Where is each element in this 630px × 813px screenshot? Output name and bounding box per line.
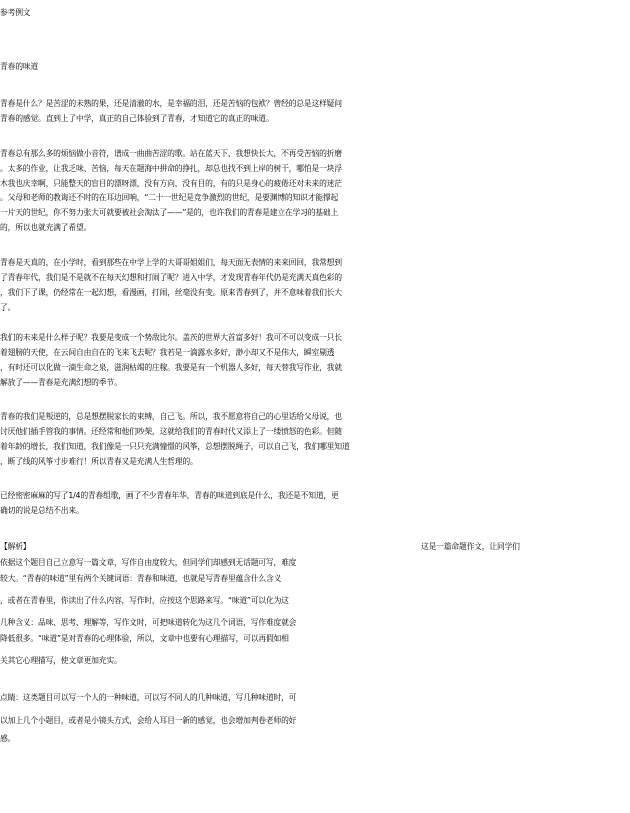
essay-line: 着年龄的增长，我们知道，我们像是一只只充满憧憬的风筝，总想摆脱绳子，可以自己飞，我们哪里知道 (0, 442, 350, 451)
comment-line: 点睛：这类题目可以写一个人的一种味道，可以写不同人的几种味道，写几种味道时，可 (0, 693, 297, 702)
essay-line: ，有时还可以化做一滴生命之泉，滋润枯竭的庄稼。我要是有一个机器人多好，每天替我写作业，我就 (0, 363, 342, 372)
analysis-line: 关其它心理描写，使文章更加充实。 (0, 656, 122, 665)
analysis-line: 依据这个题目自己立意写一篇文章，写作自由度较大，但同学们却感到无话题可写，难度 (0, 558, 297, 567)
essay-line: 已经密密麻麻的写了1/4的青春组歌，画了不少青春年华，青春的味道到底是什么，我还是不知道，更 (0, 491, 339, 500)
essay-line: 一片天的世纪，你不努力张大可就要被社会淘汰了——”是的，也许我们的青春是建立在学习的基础上 (0, 208, 339, 217)
analysis-line: 这是一篇命题作文，让同学们 (421, 542, 520, 551)
comment-line: 感。 (0, 734, 16, 743)
essay-line: 讨厌他们插手管我的事情。还经常和他们吵架，这就给我们的青春时代又添上了一缕愤怒的色彩。但随 (0, 427, 342, 436)
analysis-line: 较大。“青春的味道”里有两个关键词语：青春和味道，也就是写青春里蕴含什么含义 (0, 574, 282, 583)
essay-line: 的，所以也就充满了希望。 (0, 223, 92, 232)
analysis-line: 降低很多。“味道”是对青春的心理体验，所以，文章中也要有心理描写，可以再假如相 (0, 634, 289, 643)
essay-line: 青春总有那么多的烦恼做小音符，谱成一曲曲苦涩的歌。站在蓝天下，我想快长大，不再受苦恼的折磨 (0, 149, 342, 158)
essay-line: 青春是什么？是苦涩的未熟的果，还是清澈的水，是幸福的泪，还是苦恼的包袱？曾经的总是这样疑问 (0, 99, 342, 108)
essay-line: 了青春年代，我们是不是就不在每天幻想和打闹了呢？进入中学，才发现青春年代仍是充满天真色彩的 (0, 273, 342, 282)
essay-line: ，断了线的风筝寸步难行！所以青春又是充满人生哲理的。 (0, 457, 198, 466)
essay-line: 青春的感觉。直到上了中学，真正的自己体验到了青春，才知道它的真正的味道。 (0, 114, 274, 123)
comment-line: 以加上几个小题目，或者是小镜头方式，会给人耳目一新的感觉，也会增加判卷老师的好 (0, 716, 297, 725)
section-label: 参考例文 (0, 8, 31, 17)
essay-line: 。太多的作业，让我乏味、苦恼，每天在题海中拼命的挣扎，却总也找不到上岸的树干，哪怕是一块浮 (0, 164, 342, 173)
essay-line: ，我们下了课，仍经常在一起幻想，看漫画，打闹，丝毫没有变。原来青春到了，并不意味着我们长大 (0, 288, 342, 297)
essay-line: 我们的未来是什么样子呢？我要是变成一个势敌比尔。盖茨的世界大首富多好！我可不可以变成一只长 (0, 333, 342, 342)
essay-line: 青春是天真的，在小学时，看到那些在中学上学的大哥哥姐姐们，每天面无表情的来来回回，我常想到 (0, 258, 342, 267)
essay-line: 了。 (0, 303, 16, 312)
essay-title: 青春的味道 (0, 62, 38, 71)
analysis-line: ，或者在青春里，你读出了什么内容，写作时，应按这个思路来写。“味道”可以化为这 (0, 596, 289, 605)
essay-line: 青春的我们是叛逆的，总是想摆脱家长的束缚，自己飞。所以，我不愿意将自己的心里话给父母说，也 (0, 412, 342, 421)
essay-line: 确切的说是总结不出来。 (0, 506, 84, 515)
analysis-label: 【解析】 (0, 542, 31, 551)
analysis-line: 几种含义：品味、思考、理解等，写作文时，可把味道转化为这几个词语，写作难度就会 (0, 618, 297, 627)
essay-line: 着翅膀的天使，在云间自由自在的飞来飞去呢？我若是一滴露水多好，渺小却又不是伟大，瞬室剔透 (0, 348, 335, 357)
essay-line: 。父母和老师的教诲还不时的在耳边回响，“二十一世纪是竞争激烈的世纪，是要渊博的知识才能撑起 (0, 193, 339, 202)
essay-line: 木我也庆幸啊，只能整天的盲目的漂呀漂，没有方向，没有目的，有的只是身心的疲倦还对未来的迷茫 (0, 179, 342, 188)
essay-line: 解放了——青春是充满幻想的季节。 (0, 378, 122, 387)
